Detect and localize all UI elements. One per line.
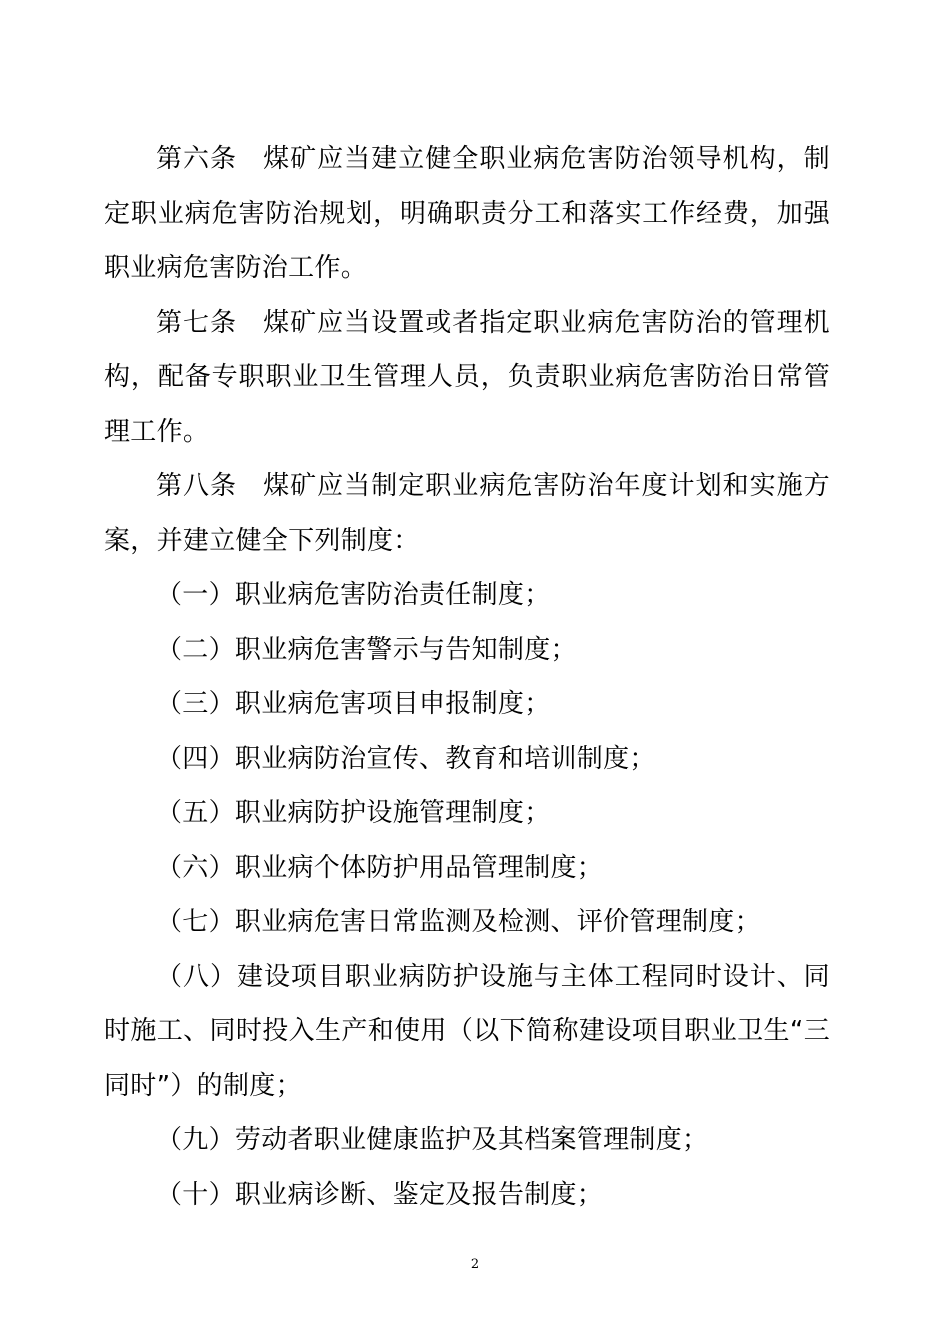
article-text: 煤矿应当设置或者指定职业病危害防治的管理机构，配备专职职业卫生管理人员，负责职业病危害防治日常管理工作。 bbox=[104, 307, 830, 447]
article-number: 第八条 bbox=[156, 471, 238, 501]
document-body bbox=[104, 132, 830, 1222]
article-8 bbox=[104, 459, 830, 568]
article-number: 第七条 bbox=[156, 307, 238, 338]
list-item: （七）职业病危害日常监测及检测、评价管理制度； bbox=[156, 907, 761, 937]
list-item: （六）职业病个体防护用品管理制度； bbox=[156, 852, 604, 883]
list-item: （八）建设项目职业病防护设施与主体工程同时设计、同时施工、同时投入生产和使用（以下简称建设项目职业卫生“三同时”）的制度； bbox=[104, 961, 830, 1101]
list-item: （一）职业病危害防治责任制度； bbox=[156, 580, 551, 610]
list-item: （九）劳动者职业健康监护及其档案管理制度； bbox=[156, 1125, 709, 1155]
list-item: （四）职业病防治宣传、教育和培训制度； bbox=[156, 743, 656, 774]
list-item: （二）职业病危害警示与告知制度； bbox=[156, 634, 577, 665]
list-item: （五）职业病防护设施管理制度； bbox=[156, 798, 551, 828]
list-item: （十）职业病诊断、鉴定及报告制度； bbox=[156, 1179, 604, 1210]
article-text: 煤矿应当建立健全职业病危害防治领导机构，制定职业病危害防治规划，明确职责分工和落实工作经费，加强职业病危害防治工作。 bbox=[104, 144, 830, 283]
article-6 bbox=[104, 132, 830, 296]
list-item: （三）职业病危害项目申报制度； bbox=[156, 689, 551, 719]
article-text: 煤矿应当制定职业病危害防治年度计划和实施方案，并建立健全下列制度： bbox=[104, 471, 830, 556]
article-number: 第六条 bbox=[156, 144, 238, 174]
page-number: 2 bbox=[470, 1257, 480, 1272]
article-7 bbox=[104, 296, 830, 460]
